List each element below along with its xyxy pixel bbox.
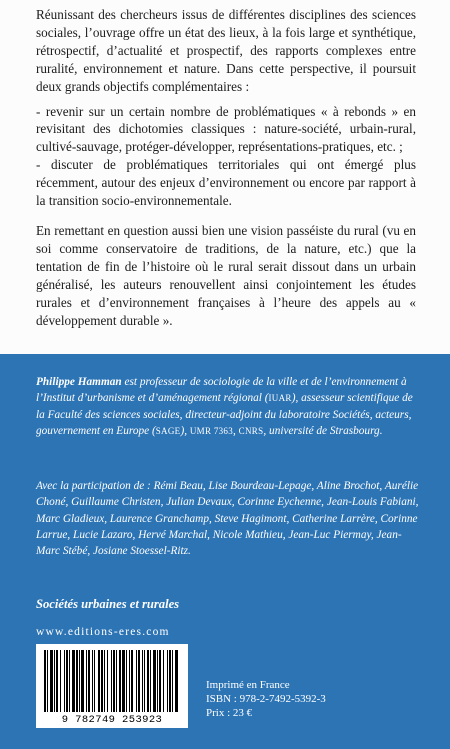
barcode-bar [72,650,75,712]
isbn-barcode [36,644,188,728]
barcode-bar [169,650,171,712]
barcode-bar [131,650,133,712]
objective-item: - revenir sur un certain nombre de problématiques « à rebonds » en revisitant des dichotomies classiques : nature-société, urbain-rural, cultivé-sauvage, protéger-développer, représentations-pratiques, etc. ; [36,103,416,155]
barcode-digits: 9 782749 253923 [61,714,163,726]
author-name: Philippe Hamman [36,376,122,388]
barcode-bar [107,650,108,712]
closing-paragraph: En remettant en question aussi bien une vision passéiste du rural (vu en soi comme conservatoire de traditions, de la nature, etc.) que la tentation de fin de l’histoire où le rural serait dissout dans un urbain généralisé, les auteurs renouvellent ainsi conjointement les études rurales et d’environnement françaises à l’heure des appels au « développement durable ». [36,222,416,328]
barcode-bar [144,650,145,712]
barcode-bar [92,650,93,712]
isbn-number: ISBN : 978-2-7492-5392-3 [206,693,326,705]
barcode-bar [172,650,173,712]
objective-item: - discuter de problématiques territoriales qui ont émergé plus récemment, autour des enjeux d’environnement ou encore par rapport à la transition socio-environnementale. [36,157,416,209]
barcode-bar [50,650,53,712]
umr-code: UMR 7363 [189,425,234,436]
barcode-bar [60,650,61,712]
objectives-list [36,103,416,210]
barcode-bar [136,650,137,712]
author-bio-text: ), [180,424,190,437]
barcode-bar [94,650,95,712]
publisher-website[interactable]: www.editions-eres.com [36,626,170,638]
barcode-bar [119,650,121,712]
intro-paragraph: Réunissant des chercheurs issus de différentes disciplines des sciences sociales, l’ouvrage offre un état des lieux, à la fois large et synthétique, rétrospectif, d’actualité et prospectif, des rapports complexes entre ruralité, environnement et nature. Dans cette perspective, il poursuit deux grands objectifs complémentaires : [36,7,416,94]
barcode-bar [129,650,130,712]
barcode-bar [163,650,164,712]
barcode-bar [159,650,161,712]
barcode-bar [98,650,100,712]
barcode-bar [147,650,149,712]
print-info [206,678,326,720]
barcode-bar [69,650,70,712]
barcode-bar [122,650,125,712]
cnrs-acronym: CNRS [238,425,264,436]
barcode-bar [79,650,80,712]
barcode-bar [116,650,117,712]
author-bio-text: , [233,424,239,437]
barcode-bar [167,650,168,712]
author-panel [0,354,450,749]
author-bio-text: ), assesseur scientifique de la Faculté des sciences sociales, directeur-adjoint du laboratoire Sociétés, acteurs, gouvernement en Europe ( [36,392,413,437]
barcode-bar [101,650,103,712]
barcode-bar [111,650,112,712]
author-bio [36,374,421,439]
barcode-bar [76,650,78,712]
barcode-bar [175,650,178,712]
barcode-bar [44,650,46,712]
collection-title: Sociétés urbaines et rurales [36,597,180,611]
barcode-bars [42,650,182,712]
printed-in: Imprimé en France [206,679,290,691]
sage-acronym: SAGE [155,425,181,436]
author-bio-text: , université de Strasbourg. [263,424,383,437]
barcode-bar [157,650,158,712]
barcode-bar [47,650,48,712]
barcode-bar [153,650,156,712]
iuar-acronym: IUAR [268,393,292,404]
barcode-bar [66,650,68,712]
participants-list: Avec la participation de : Rémi Beau, Lise Bourdeau-Lepage, Aline Brochot, Aurélie Choné, Guillaume Christen, Julian Devaux, Corinne Eychenne, Jean-Louis Fabiani, Marc Gladieux, Laurence Granchamp, Steve Hagimont, Catherine Larrère, Corinne Larrue, Lucie Lazaro, Hervé Marchal, Nicole Mathieu, Jean-Luc Piermay, Jean-Marc Stébé, Josiane Stoessel-Ritz. [36,480,419,558]
barcode-bar [88,650,90,712]
price: Prix : 23 € [206,707,253,719]
barcode-bar [64,650,65,712]
barcode-bar [113,650,115,712]
barcode-bar [56,650,58,712]
barcode-bar [81,650,84,712]
barcode-bar [142,650,143,712]
author-bio-text: est professeur de sociologie de la ville et de l’environnement à l’Institut d’urbanisme et d’aménagement régional ( [36,376,407,405]
barcode-bar [150,650,151,712]
summary-section [0,0,450,354]
barcode-bar [126,650,127,712]
barcode-bar [104,650,105,712]
barcode-bar [86,650,87,712]
barcode-bar [54,650,55,712]
summary-text [36,6,416,336]
barcode-bar [138,650,140,712]
